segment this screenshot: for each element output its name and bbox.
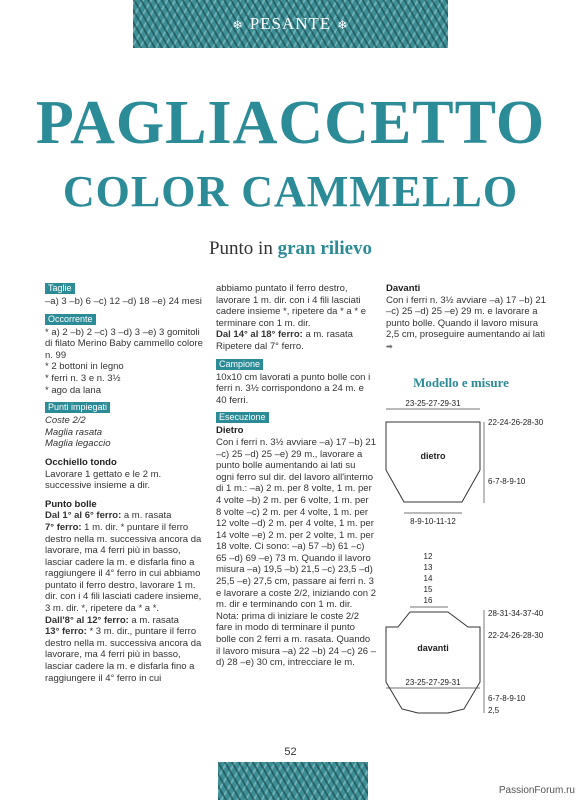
- top-banner: [133, 0, 448, 48]
- occorrente-item: * a) 2 –b) 2 –c) 3 –d) 3 –e) 3 gomitoli di filato Merino Baby cammello colore n. 99: [45, 326, 203, 361]
- occorrente-item: * ago da lana: [45, 384, 101, 396]
- heading-taglie: Taglie: [45, 283, 75, 294]
- bolle-row: Dall'8° al 12° ferro: a m. rasata: [45, 614, 179, 626]
- subtitle-prefix: Punto in: [208, 238, 273, 259]
- dietro-top-measure: 23-25-27-29-31: [405, 399, 461, 408]
- bolle-row: 13° ferro: * 3 m. dir., puntare il ferro destro nella m. successiva ancora da lavorare, ma 4 ferri più in basso, lasciar cadere la m. e disfarla fino a raggiungere il 4° ferro in cui: [45, 626, 202, 684]
- watermark: PassionForum.ru: [498, 785, 575, 796]
- title-line-1: PAGLIACCETTO: [35, 89, 546, 157]
- davanti-text: Con i ferri n. 3½ avviare –a) 17 –b) 21 –c) 25 –d) 25 –e) 29 m. e lavorare a punto bolle. Quando il lavoro misura 2,5 cm, proseguire aumentando ai lati ➡: [386, 294, 547, 351]
- davanti-stack-measure: 13: [423, 563, 433, 572]
- snowflake-icon: ❄: [232, 18, 244, 32]
- dietro-label: dietro: [420, 451, 446, 461]
- diagram-title: Modello e misure: [413, 375, 509, 390]
- snowflake-icon: ❄: [337, 18, 349, 32]
- dietro-bottom-measure: 8-9-10-11-12: [410, 517, 456, 526]
- davanti-bottom-measure: 2,5: [488, 706, 500, 715]
- column-1: [45, 283, 205, 684]
- davanti-shape: [386, 612, 480, 713]
- section-text: PESANTE: [249, 14, 332, 33]
- heading-occorrente: Occorrente: [45, 314, 96, 325]
- dietro-right-measure: 22-24-26-28-30: [488, 418, 544, 427]
- heading-esecuzione: Esecuzione: [216, 412, 269, 423]
- schematic-diagram: [380, 395, 580, 725]
- heading-occhiello: Occhiello tondo: [45, 456, 117, 468]
- heading-punti: Punti impiegati: [45, 402, 110, 413]
- occorrente-item: * ferri n. 3 e n. 3½: [45, 372, 121, 384]
- bolle-row: Dal 1° al 6° ferro: a m. rasata: [45, 510, 172, 522]
- subtitle-emphasis: gran rilievo: [277, 238, 373, 259]
- column-2: [216, 283, 376, 669]
- dietro-text: Con i ferri n. 3½ avviare –a) 17 –b) 21 –c) 25 –d) 25 –e) 29 m., lavorare a punto bolle aumentando ai lati su ogni ferro sul dir. del lavoro all'interno di 1 m.: –a) 2 m. per 8 volte, 1 m. per 4 volte –b) 2 m. per 6 volte, 1 m. per 8 volte –c) 2 m. per 4 volte, 1 m. per 12 volte –d) 2 m. per 4 volte, 1 m. per 14 volte –e) 2 m. per 2 volte, 1 m. per 18 volte. Ci sono: –a) 57 –b) 61 –c) 65 –d) 69 –e) 73 m. Quando il lavoro misura –a) 19,5 –b) 21,5 –c) 23,5 –d) 25,5 –e) 27,5 cm, passare ai ferri n. 3 e lavorare a coste 2/2, iniziando con 2 m. dir e terminando con 1 m. dir. Nota: prima di iniziare le coste 2/2 fare in modo di terminare il punto bolle con 2 ferri a m. rasata. Quando il lavoro misura –a) 22 –b) 24 –c) 26 –d) 28 –e) 30 cm, intrecciare le m.: [216, 436, 377, 669]
- davanti-side-measure: 6-7-8-9-10: [488, 694, 526, 703]
- column-3: [386, 283, 546, 353]
- davanti-stack-measure: 14: [423, 574, 433, 583]
- occorrente-item: * 2 bottoni in legno: [45, 361, 124, 373]
- heading-bolle: Punto bolle: [45, 498, 97, 510]
- occhiello-text: Lavorare 1 gettato e le 2 m. successive insieme a dir.: [45, 468, 162, 492]
- davanti-right-measure-2: 22-24-26-28-30: [488, 631, 544, 640]
- heading-dietro: Dietro: [216, 425, 244, 437]
- punto-item: Coste 2/2: [45, 415, 86, 427]
- davanti-stack-measure: 16: [423, 596, 433, 605]
- bolle-row: 7° ferro: 1 m. dir. * puntare il ferro destro nella m. successiva ancora da lavorare, ma 4 ferri più in basso, lasciar cadere la m. e disfarla fino a raggiungere il 4° ferro in cui abbiamo puntato il ferro destro, lavorare 1 m. dir. con i 4 fili lasciati cadere insieme, 3 m. dir. *, ripetere da * a *.: [45, 521, 202, 615]
- davanti-stack-measure: 15: [423, 585, 433, 594]
- section-label: [133, 14, 448, 34]
- bottom-banner: [218, 762, 368, 800]
- dietro-shape: [386, 422, 480, 502]
- dietro-side-measure: 6-7-8-9-10: [488, 477, 526, 486]
- davanti-stack-measure: 12: [423, 552, 433, 561]
- subtitle: [0, 238, 581, 260]
- davanti-right-measure-1: 28-31-34-37-40: [488, 609, 544, 618]
- davanti-mid-measure: 23-25-27-29-31: [405, 678, 461, 687]
- punto-item: Maglia legaccio: [45, 438, 111, 450]
- davanti-label: davanti: [417, 643, 449, 653]
- arrow-right-icon: ➡: [386, 341, 393, 351]
- bolle-continued: abbiamo puntato il ferro destro, lavorare 1 m. dir. con i 4 fili lasciati cadere insieme *, ripetere da * a * e terminare con 1 m. dir.: [216, 283, 366, 329]
- taglie-text: –a) 3 –b) 6 –c) 12 –d) 18 –e) 24 mesi: [45, 296, 202, 307]
- campione-text: 10x10 cm lavorati a punto bolle con i ferri n. 3½ corrispondono a 24 m. e 40 ferri.: [216, 371, 371, 406]
- bolle-row: Dal 14° al 18° ferro: a m. rasata Ripetere dal 7° ferro.: [216, 329, 353, 352]
- punto-item: Maglia rasata: [45, 426, 103, 438]
- page-number: 52: [284, 746, 297, 758]
- heading-campione: Campione: [216, 359, 263, 370]
- heading-davanti: Davanti: [386, 283, 421, 294]
- title-line-2: COLOR CAMMELLO: [62, 167, 519, 216]
